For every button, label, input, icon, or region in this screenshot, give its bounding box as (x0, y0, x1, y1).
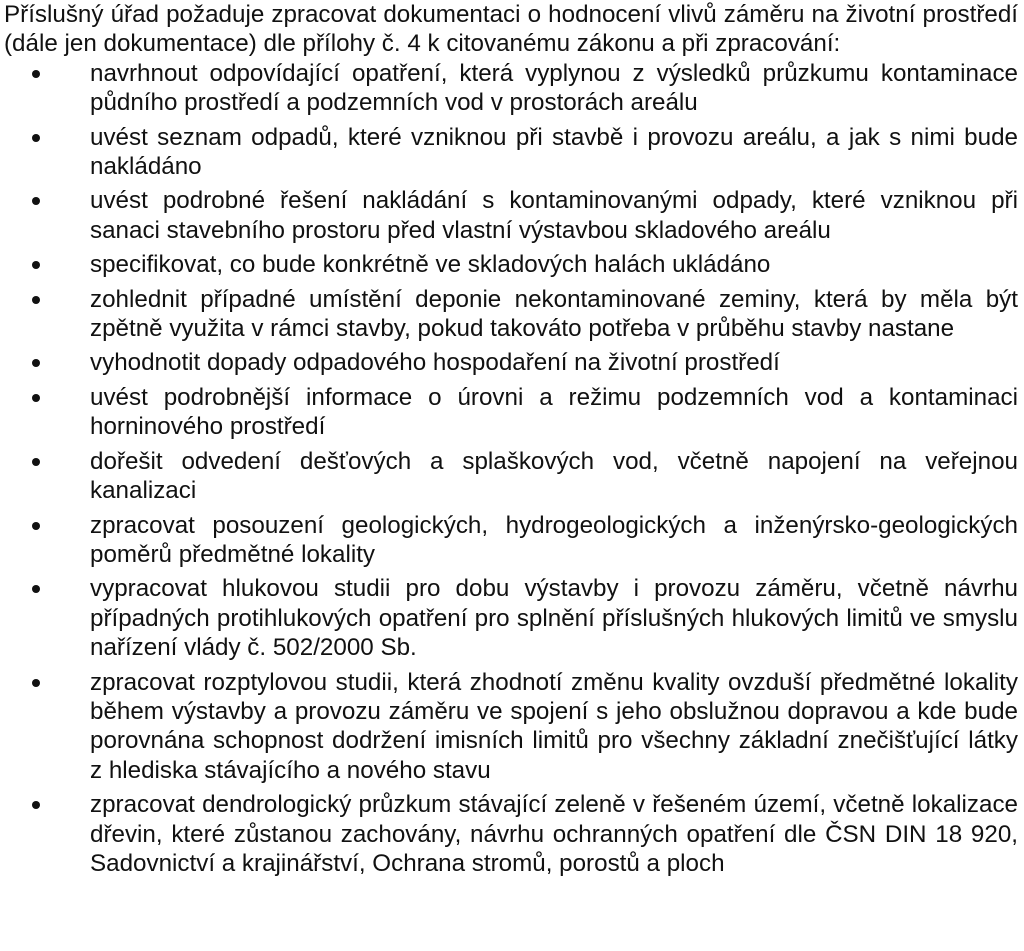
intro-paragraph: Příslušný úřad požaduje zpracovat dokumentaci o hodnocení vlivů záměru na životní prostředí (dále jen dokumentace) dle přílohy č. 4 k citovanému zákonu a při zpracování: (4, 1, 1018, 58)
list-item (4, 447, 1018, 506)
list-item (4, 668, 1018, 786)
bullet-icon (32, 296, 40, 304)
list-item-text: uvést seznam odpadů, které vzniknou při stavbě i provozu areálu, a jak s nimi bude nakládáno (90, 123, 1018, 181)
bullet-icon (32, 359, 40, 367)
list-item-text: zpracovat posouzení geologických, hydrogeologických a inženýrsko-geologických poměrů předmětné lokality (90, 511, 1018, 568)
list-item-text: uvést podrobnější informace o úrovni a režimu podzemních vod a kontaminaci horninového prostředí (90, 383, 1018, 441)
list-item (4, 511, 1018, 570)
list-item (4, 790, 1018, 878)
list-item-text: zpracovat rozptylovou studii, která zhodnotí změnu kvality ovzduší předmětné lokality během výstavby a provozu záměru ve spojení s jeho obslužnou dopravou a kde bude porovnána schopnost dodržení imisních limitů pro všechny základní znečišťující látky z hlediska stávajícího a nového stavu (90, 668, 1018, 784)
bullet-icon (32, 70, 40, 78)
bullet-icon (32, 261, 40, 269)
list-item-text: zohlednit případné umístění deponie nekontaminované zeminy, která by měla být zpětně využita v rámci stavby, pokud takováto potřeba v průběhu stavby nastane (90, 285, 1018, 343)
bullet-icon (32, 585, 40, 593)
bullet-icon (32, 801, 40, 809)
list-item-text: dořešit odvedení dešťových a splaškových vod, včetně napojení na veřejnou kanalizaci (90, 447, 1018, 505)
list-item (4, 348, 1018, 377)
list-item-text: zpracovat dendrologický průzkum stávající zeleně v řešeném území, včetně lokalizace dřevin, které zůstanou zachovány, návrhu ochranných opatření dle ČSN DIN 18 920, Sadovnictví a krajinářství, Ochrana stromů, porostů a ploch (90, 791, 1018, 877)
bullet-icon (32, 134, 40, 142)
list-item (4, 383, 1018, 442)
bullet-icon (32, 394, 40, 402)
list-item (4, 186, 1018, 245)
bullet-icon (32, 197, 40, 205)
list-item (4, 59, 1018, 118)
requirements-list (4, 59, 1018, 879)
list-item (4, 123, 1018, 182)
list-item (4, 250, 1018, 279)
list-item-text: vypracovat hlukovou studii pro dobu výstavby i provozu záměru, včetně návrhu případných protihlukových opatření pro splnění příslušných hlukových limitů ve smyslu nařízení vlády č. 502/2000 Sb. (90, 575, 1018, 662)
list-item-text: navrhnout odpovídající opatření, která vyplynou z výsledků průzkumu kontaminace půdního prostředí a podzemních vod v prostorách areálu (90, 59, 1018, 117)
bullet-icon (32, 679, 40, 687)
bullet-icon (32, 458, 40, 466)
list-item (4, 574, 1018, 662)
list-item-text: uvést podrobné řešení nakládání s kontaminovanými odpady, které vzniknou při sanaci stavebního prostoru před vlastní výstavbou skladového areálu (90, 187, 1018, 244)
list-item-text: vyhodnotit dopady odpadového hospodaření na životní prostředí (90, 349, 780, 377)
bullet-icon (32, 522, 40, 530)
list-item (4, 285, 1018, 344)
list-item-text: specifikovat, co bude konkrétně ve skladových halách ukládáno (90, 251, 771, 279)
